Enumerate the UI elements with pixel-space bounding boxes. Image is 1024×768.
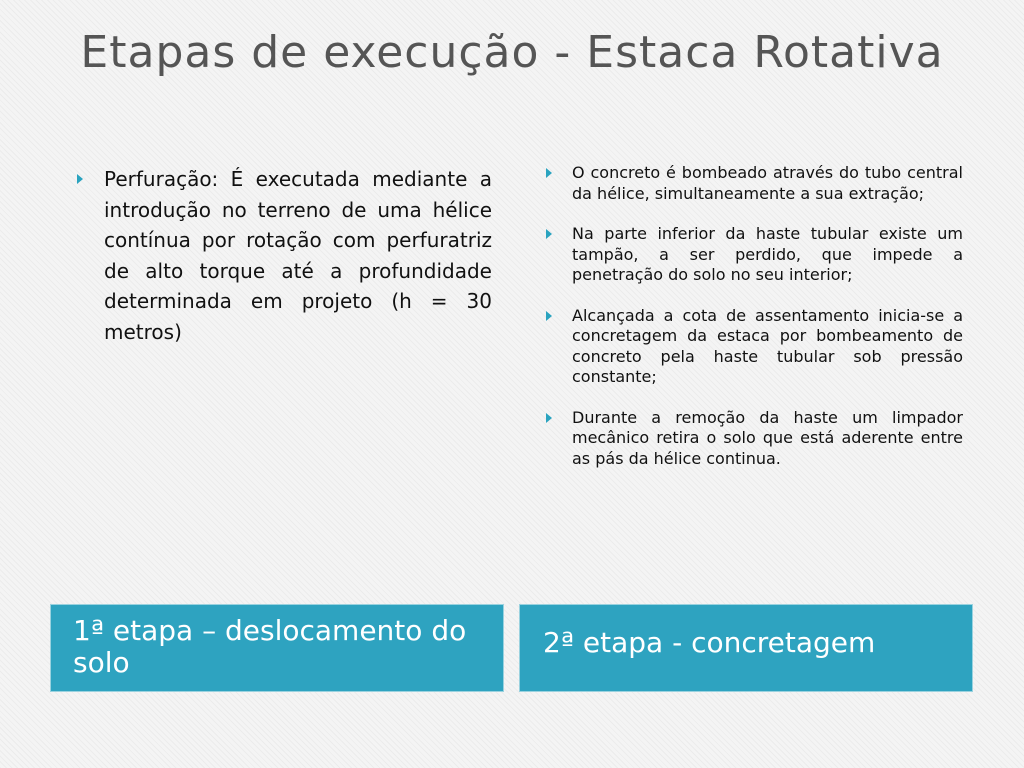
list-item [77, 164, 492, 347]
bullet-text: Durante a remoção da haste um limpador mecânico retira o solo que está aderente entre as pás da hélice continua. [572, 407, 963, 468]
bullet-text: Na parte inferior da haste tubular existe um tampão, a ser perdido, que impede a penetração do solo no seu interior; [572, 224, 963, 284]
left-bullet-list [77, 164, 492, 347]
bullet-text: Alcançada a cota de assentamento inicia-se a concretagem da estaca por bombeamento de concreto pela haste tubular sob pressão constante; [572, 305, 963, 386]
bullet-arrow-icon [546, 229, 552, 239]
bullet-text: Perfuração: É executada mediante a introdução no terreno de uma hélice contínua por rotação com perfuratriz de alto torque até a profundidade determinada em projeto (h = 30 metros) [104, 167, 492, 344]
list-item [540, 408, 963, 470]
list-item [540, 224, 963, 286]
bullet-arrow-icon [77, 174, 83, 184]
bullet-text: O concreto é bombeado através do tubo central da hélice, simultaneamente a sua extração; [572, 163, 963, 203]
bullet-arrow-icon [546, 168, 552, 178]
slide-title: Etapas de execução - Estaca Rotativa [80, 27, 944, 78]
list-item [540, 163, 963, 204]
stage-1-label-box: 1ª etapa – deslocamento do solo [50, 604, 504, 692]
right-bullet-list [540, 163, 963, 489]
bullet-arrow-icon [546, 413, 552, 423]
bullet-arrow-icon [546, 311, 552, 321]
stage-2-label-box: 2ª etapa - concretagem [519, 604, 973, 692]
list-item [540, 306, 963, 388]
